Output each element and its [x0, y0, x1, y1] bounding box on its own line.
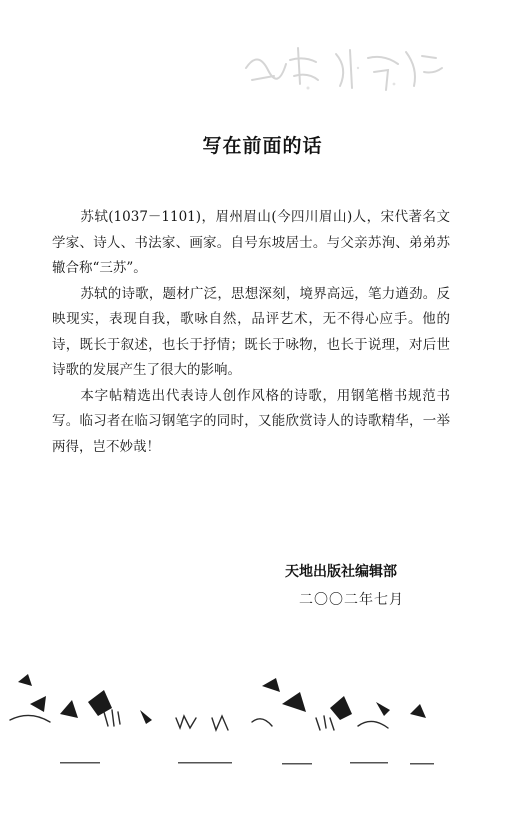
paragraph-introduction: 苏轼(1037－1101)，眉州眉山(今四川眉山)人，宋代著名文学家、诗人、书法家、画家。自号东坡居士。与父亲苏洵、弟弟苏辙合称“三苏”。	[52, 209, 450, 276]
publisher-editorial-dept: 天地出版社编辑部	[285, 564, 397, 580]
page-title: 写在前面的话	[202, 135, 323, 157]
paragraph-copybook-purpose: 本字帖精选出代表诗人创作风格的诗歌，用钢笔楷书规范书写。临习者在临习钢笔字的同时，又能欣赏诗人的诗歌精华，一举两得，岂不妙哉！	[52, 387, 450, 455]
ink-brush-decoration-bottom	[0, 660, 525, 770]
preface-body	[52, 205, 450, 460]
signature-date: 二〇〇二年七月	[299, 592, 404, 608]
calligraphy-decoration-top	[238, 28, 448, 98]
signature-block	[285, 561, 455, 609]
paragraph-poetry-style: 苏轼的诗歌，题材广泛，思想深刻，境界高远，笔力遒劲。反映现实，表现自我，歌咏自然，品评艺术，无不得心应手。他的诗，既长于叙述，也长于抒情；既长于咏物，也长于说理，对后世诗歌的发展产生了很大的影响。	[52, 285, 450, 378]
